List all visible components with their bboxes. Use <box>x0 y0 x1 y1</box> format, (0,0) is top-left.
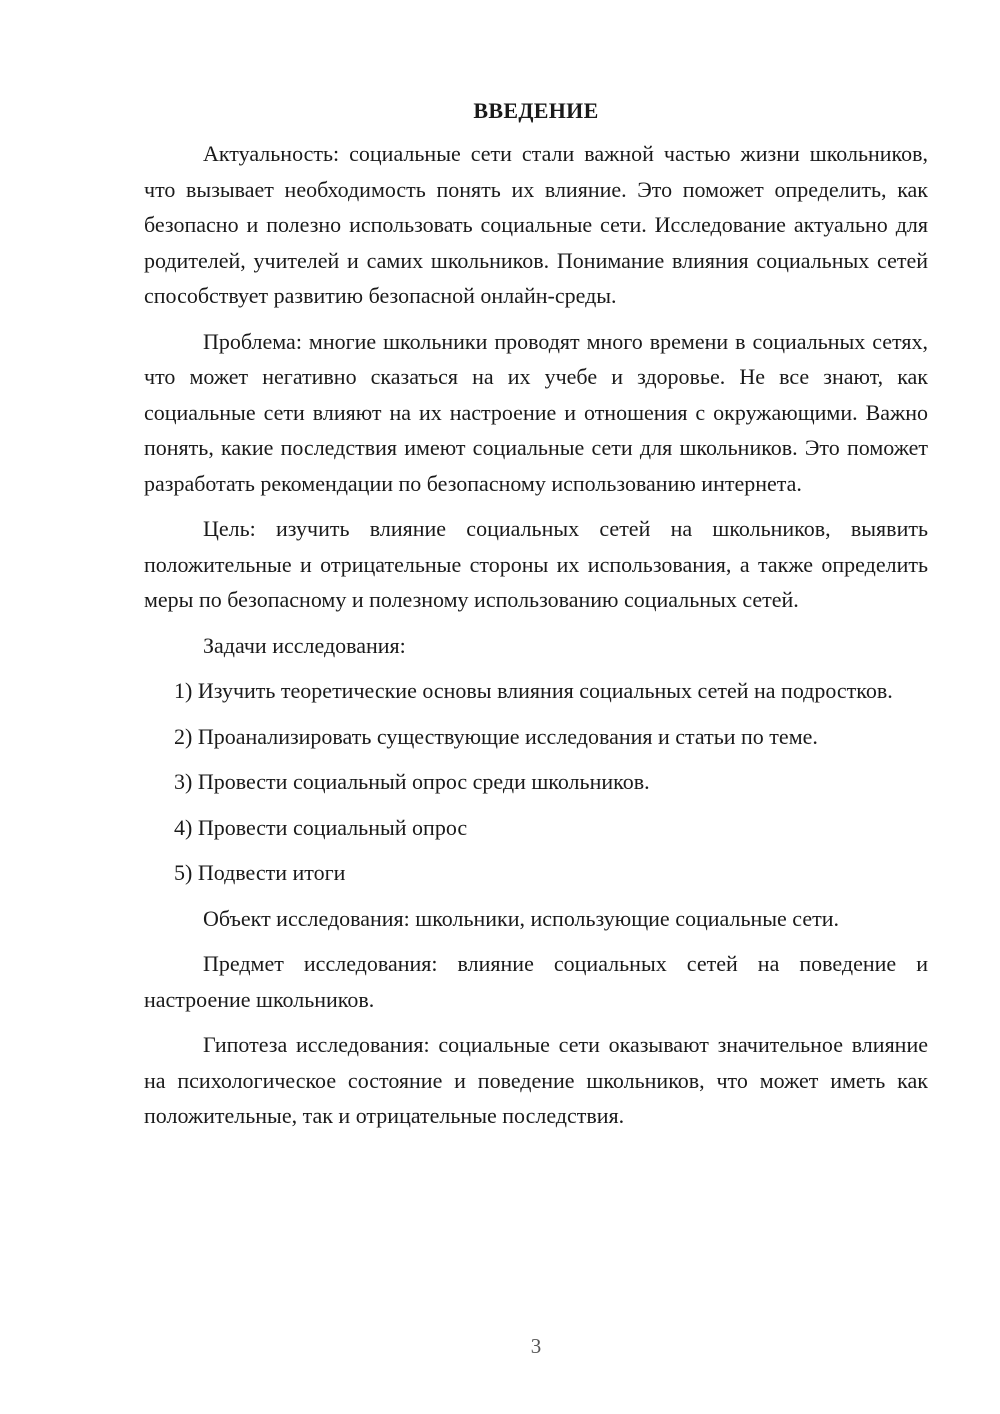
task-item-2: 2) Проанализировать существующие исследования и статьи по теме. <box>174 723 818 749</box>
paragraph-object: Объект исследования: школьники, использующие социальные сети. <box>203 905 839 931</box>
task-item-1: 1) Изучить теоретические основы влияния социальных сетей на подростков. <box>174 678 893 703</box>
paragraph-problem: Проблема: многие школьники проводят много времени в социальных сетях, что может негативно сказаться на их учебе и здоровье. Не все знают, как социальные сети влияют на их настроение и отношения с окружающими. Важно понять, какие последствия имеют социальные сети для школьников. Это поможет разработать рекомендации по безопасному использованию интернета. <box>144 328 928 496</box>
tasks-heading: Задачи исследования: <box>203 632 406 658</box>
paragraph-goal: Цель: изучить влияние социальных сетей на школьников, выявить положительные и отрицательные стороны их использования, а также определить меры по безопасному и полезному использованию социальных сетей. <box>144 516 928 612</box>
page-number: 3 <box>530 1334 542 1358</box>
page-title: ВВЕДЕНИЕ <box>473 98 599 123</box>
paragraph-relevance: Актуальность: социальные сети стали важной частью жизни школьников, что вызывает необходимость понять их влияние. Это поможет определить, как безопасно и полезно использовать социальные сети. Исследование актуально для родителей, учителей и самих школьников. Понимание влияния социальных сетей способствует развитию безопасной онлайн-среды. <box>144 141 928 308</box>
paragraph-hypothesis: Гипотеза исследования: социальные сети оказывают значительное влияние на психологическое состояние и поведение школьников, что может иметь как положительные, так и отрицательные последствия. <box>144 1032 928 1128</box>
paragraph-subject: Предмет исследования: влияние социальных сетей на поведение и настроение школьников. <box>144 951 928 1012</box>
task-item-5: 5) Подвести итоги <box>174 860 346 885</box>
task-item-4: 4) Провести социальный опрос <box>174 814 468 840</box>
task-item-3: 3) Провести социальный опрос среди школьников. <box>174 769 650 794</box>
page-content <box>144 96 928 1144</box>
